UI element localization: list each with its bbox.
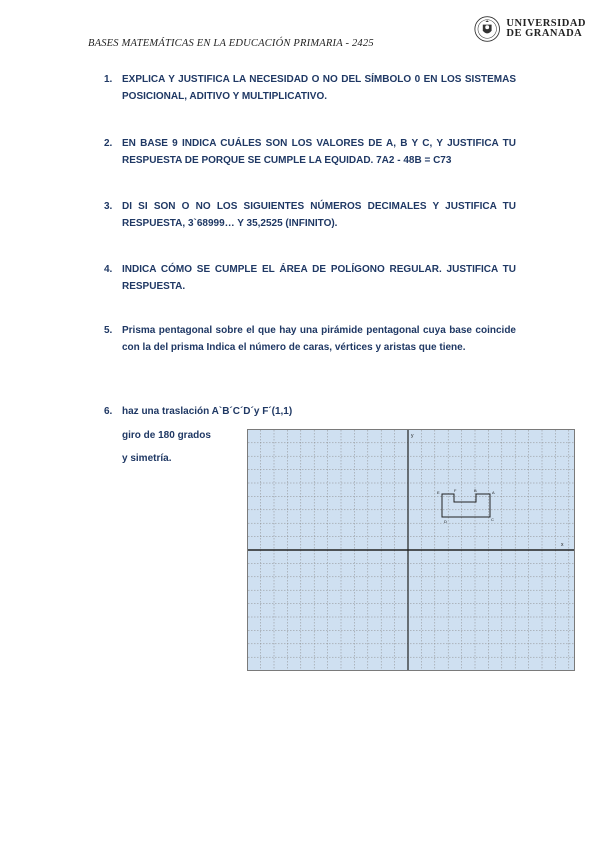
logo-line-2: DE GRANADA [506,28,583,39]
question-4 [104,261,516,295]
question-text: EN BASE 9 INDICA CUÁLES SON LOS VALORES DE A, B Y C, Y JUSTIFICA TU RESPUESTA DE PORQUE SE CUMPLE LA EQUIDAD. 7A2 - 48B = C73 [122,138,516,166]
logo-line-1: UNIVERSIDAD [506,18,586,29]
question-5 [104,322,516,356]
question-text: Prisma pentagonal sobre el que hay una pirámide pentagonal cuya base coincide con la del prisma Indica el número de caras, vértices y aristas que tiene. [122,325,516,353]
question-number: 3. [104,201,113,212]
question-6-line-3: y simetría. [122,453,172,464]
x-axis-label: x [561,542,564,548]
university-name [506,19,586,39]
question-6 [104,403,516,420]
point-label-c: C [491,517,494,522]
question-text: haz una traslación A`B´C´D´y F´(1,1) [122,406,293,417]
question-number: 4. [104,264,113,275]
point-label-e: E [437,490,440,495]
question-text: EXPLICA Y JUSTIFICA LA NECESIDAD O NO DEL SÍMBOLO 0 EN LOS SISTEMAS POSICIONAL, ADITIVO Y MULTIPLICATIVO. [122,74,516,102]
question-6-line-2: giro de 180 grados [122,430,211,441]
grid-svg [248,430,574,670]
question-number: 2. [104,138,113,149]
university-seal-icon [474,14,500,44]
point-label-d: D [444,519,447,524]
question-number: 1. [104,74,113,85]
y-axis-label: y [411,433,414,439]
course-title: BASES MATEMÁTICAS EN LA EDUCACIÓN PRIMARIA - 2425 [88,38,374,49]
question-2 [104,135,516,169]
coordinate-grid [247,429,575,671]
point-label-f: F [454,488,457,493]
question-number: 5. [104,325,113,336]
question-text: INDICA CÓMO SE CUMPLE EL ÁREA DE POLÍGONO REGULAR. JUSTIFICA TU RESPUESTA. [122,264,516,292]
point-label-b: B [474,488,477,493]
point-label-a: A [492,490,495,495]
figure-shape [442,494,490,517]
question-1 [104,71,516,105]
question-3 [104,198,516,232]
question-number: 6. [104,406,113,417]
university-logo [474,13,586,45]
question-text: DI SI SON O NO LOS SIGUIENTES NÚMEROS DECIMALES Y JUSTIFICA TU RESPUESTA, 3`68999… Y 35,2525 (INFINITO). [122,201,516,229]
